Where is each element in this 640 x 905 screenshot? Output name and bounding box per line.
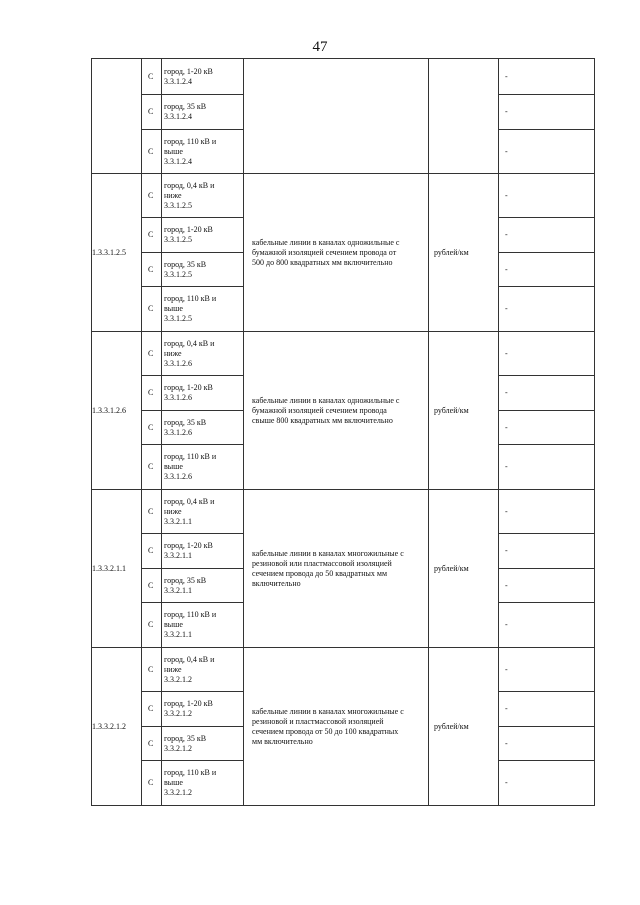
table-row (92, 332, 595, 376)
row-code (92, 59, 142, 174)
row-letter: С (142, 445, 162, 490)
subcategory-line: город, 0,4 кВ и (164, 180, 215, 190)
subcategory-line: 3.3.1.2.4 (164, 76, 192, 86)
table-row (92, 648, 595, 692)
subcategory-line: город, 35 кВ (164, 417, 207, 427)
subcategory-line: город, 1-20 кВ (164, 699, 213, 708)
subcategory-line: 3.3.1.2.5 (164, 200, 192, 210)
subcategory-line: город, 35 кВ (164, 733, 207, 743)
row-subcategory (162, 603, 244, 648)
row-value: - (499, 130, 595, 174)
row-value: - (499, 376, 595, 411)
subcategory-line: город, 0,4 кВ и (164, 654, 215, 664)
row-code: 1.3.3.1.2.5 (92, 174, 142, 332)
row-subcategory (162, 218, 244, 253)
row-letter: С (142, 332, 162, 376)
subcategory-line: 3.3.1.2.6 (164, 427, 192, 437)
row-subcategory (162, 569, 244, 603)
subcategory-line: 3.3.2.1.1 (164, 630, 192, 639)
row-value: - (499, 534, 595, 569)
subcategory-line: город, 110 кВ и (164, 452, 217, 461)
row-letter: С (142, 95, 162, 130)
subcategory-line: 3.3.1.2.5 (164, 269, 192, 279)
description-line: свыше 800 квадратных мм включительно (252, 415, 393, 425)
row-letter: С (142, 648, 162, 692)
row-letter: С (142, 490, 162, 534)
row-code: 1.3.3.2.1.1 (92, 490, 142, 648)
subcategory-line: город, 110 кВ и (164, 768, 217, 777)
subcategory-line: выше (164, 304, 183, 313)
row-letter: С (142, 174, 162, 218)
row-subcategory (162, 174, 244, 218)
row-letter: С (142, 603, 162, 648)
row-description (244, 174, 429, 332)
row-subcategory (162, 411, 244, 445)
subcategory-line: город, 110 кВ и (164, 136, 217, 146)
description-line: бумажной изоляцией сечением провода от (252, 247, 397, 257)
row-value: - (499, 411, 595, 445)
description-line: включительно (252, 578, 301, 588)
subcategory-line: город, 1-20 кВ (164, 225, 213, 234)
subcategory-line: 3.3.2.1.1 (164, 585, 192, 595)
row-description (244, 59, 429, 174)
row-value: - (499, 490, 595, 534)
subcategory-line: 3.3.1.2.4 (164, 112, 192, 121)
row-unit: рублей/км (429, 648, 499, 806)
row-value: - (499, 603, 595, 648)
row-code: 1.3.3.2.1.2 (92, 648, 142, 806)
description-line: резиновой или пластмассовой изоляцией (252, 558, 392, 568)
row-letter: С (142, 727, 162, 761)
row-value: - (499, 445, 595, 490)
row-subcategory (162, 253, 244, 287)
description-line: сечением провода до 50 квадратных мм (252, 568, 388, 578)
row-letter: С (142, 253, 162, 287)
row-subcategory (162, 692, 244, 727)
subcategory-line: 3.3.2.1.2 (164, 674, 192, 684)
row-value: - (499, 648, 595, 692)
row-subcategory (162, 761, 244, 806)
row-subcategory (162, 332, 244, 376)
page-number: 47 (312, 39, 328, 55)
row-letter: С (142, 218, 162, 253)
subcategory-line: 3.3.1.2.6 (164, 358, 192, 368)
row-value: - (499, 761, 595, 806)
row-unit: рублей/км (429, 490, 499, 648)
subcategory-line: 3.3.1.2.5 (164, 235, 192, 244)
tariff-table-body (92, 59, 595, 806)
row-letter: С (142, 59, 162, 95)
row-value: - (499, 569, 595, 603)
row-value: - (499, 287, 595, 332)
subcategory-line: город, 0,4 кВ и (164, 496, 215, 506)
description-line: мм включительно (252, 736, 313, 746)
subcategory-line: 3.3.2.1.2 (164, 709, 192, 718)
row-value: - (499, 218, 595, 253)
row-description (244, 490, 429, 648)
row-letter: С (142, 761, 162, 806)
row-letter: С (142, 130, 162, 174)
row-description (244, 648, 429, 806)
tariff-table (91, 58, 595, 806)
subcategory-line: город, 35 кВ (164, 575, 207, 585)
description-line: 500 до 800 квадратных мм включительно (252, 257, 393, 267)
subcategory-line: выше (164, 462, 183, 471)
subcategory-line: город, 35 кВ (164, 259, 207, 269)
row-unit (429, 59, 499, 174)
row-subcategory (162, 59, 244, 95)
row-value: - (499, 59, 595, 95)
row-letter: С (142, 692, 162, 727)
row-value: - (499, 174, 595, 218)
row-unit: рублей/км (429, 332, 499, 490)
description-line: резиновой и пластмассовой изоляцией (252, 716, 384, 726)
subcategory-line: 3.3.1.2.6 (164, 393, 192, 402)
table-row (92, 59, 595, 95)
row-subcategory (162, 490, 244, 534)
subcategory-line: город, 1-20 кВ (164, 66, 213, 76)
row-subcategory (162, 445, 244, 490)
row-value: - (499, 692, 595, 727)
table-row (92, 174, 595, 218)
description-line: кабельные линии в каналах одножильные с (252, 395, 400, 405)
row-subcategory (162, 534, 244, 569)
description-line: кабельные линии в каналах одножильные с (252, 237, 400, 247)
subcategory-line: ниже (164, 506, 182, 516)
subcategory-line: 3.3.1.2.5 (164, 314, 192, 323)
row-description (244, 332, 429, 490)
table-row (92, 490, 595, 534)
row-subcategory (162, 287, 244, 332)
description-line: кабельные линии в каналах многожильные с (252, 548, 404, 558)
subcategory-line: город, 35 кВ (164, 102, 207, 111)
subcategory-line: 3.3.2.1.2 (164, 788, 192, 797)
row-subcategory (162, 95, 244, 130)
subcategory-line: город, 110 кВ и (164, 294, 217, 303)
description-line: бумажной изоляцией сечением провода (252, 405, 387, 415)
row-letter: С (142, 376, 162, 411)
row-letter: С (142, 411, 162, 445)
row-letter: С (142, 534, 162, 569)
row-letter: С (142, 287, 162, 332)
subcategory-line: 3.3.2.1.1 (164, 551, 192, 560)
row-code: 1.3.3.1.2.6 (92, 332, 142, 490)
subcategory-line: город, 110 кВ и (164, 610, 217, 619)
subcategory-line: 3.3.1.2.6 (164, 472, 192, 481)
subcategory-line: город, 1-20 кВ (164, 383, 213, 392)
subcategory-line: 3.3.1.2.4 (164, 156, 192, 166)
row-value: - (499, 727, 595, 761)
row-subcategory (162, 130, 244, 174)
subcategory-line: ниже (164, 190, 182, 200)
subcategory-line: город, 0,4 кВ и (164, 338, 215, 348)
subcategory-line: 3.3.2.1.1 (164, 516, 192, 526)
subcategory-line: 3.3.2.1.2 (164, 743, 192, 753)
description-line: сечением провода от 50 до 100 квадратных (252, 726, 399, 736)
description-line: кабельные линии в каналах многожильные с (252, 706, 404, 716)
subcategory-line: выше (164, 778, 183, 787)
row-unit: рублей/км (429, 174, 499, 332)
subcategory-line: выше (164, 620, 183, 629)
subcategory-line: выше (164, 146, 183, 156)
row-value: - (499, 332, 595, 376)
subcategory-line: ниже (164, 348, 182, 358)
subcategory-line: город, 1-20 кВ (164, 541, 213, 550)
row-value: - (499, 253, 595, 287)
row-letter: С (142, 569, 162, 603)
row-subcategory (162, 648, 244, 692)
row-value: - (499, 95, 595, 130)
subcategory-line: ниже (164, 664, 182, 674)
row-subcategory (162, 727, 244, 761)
row-subcategory (162, 376, 244, 411)
